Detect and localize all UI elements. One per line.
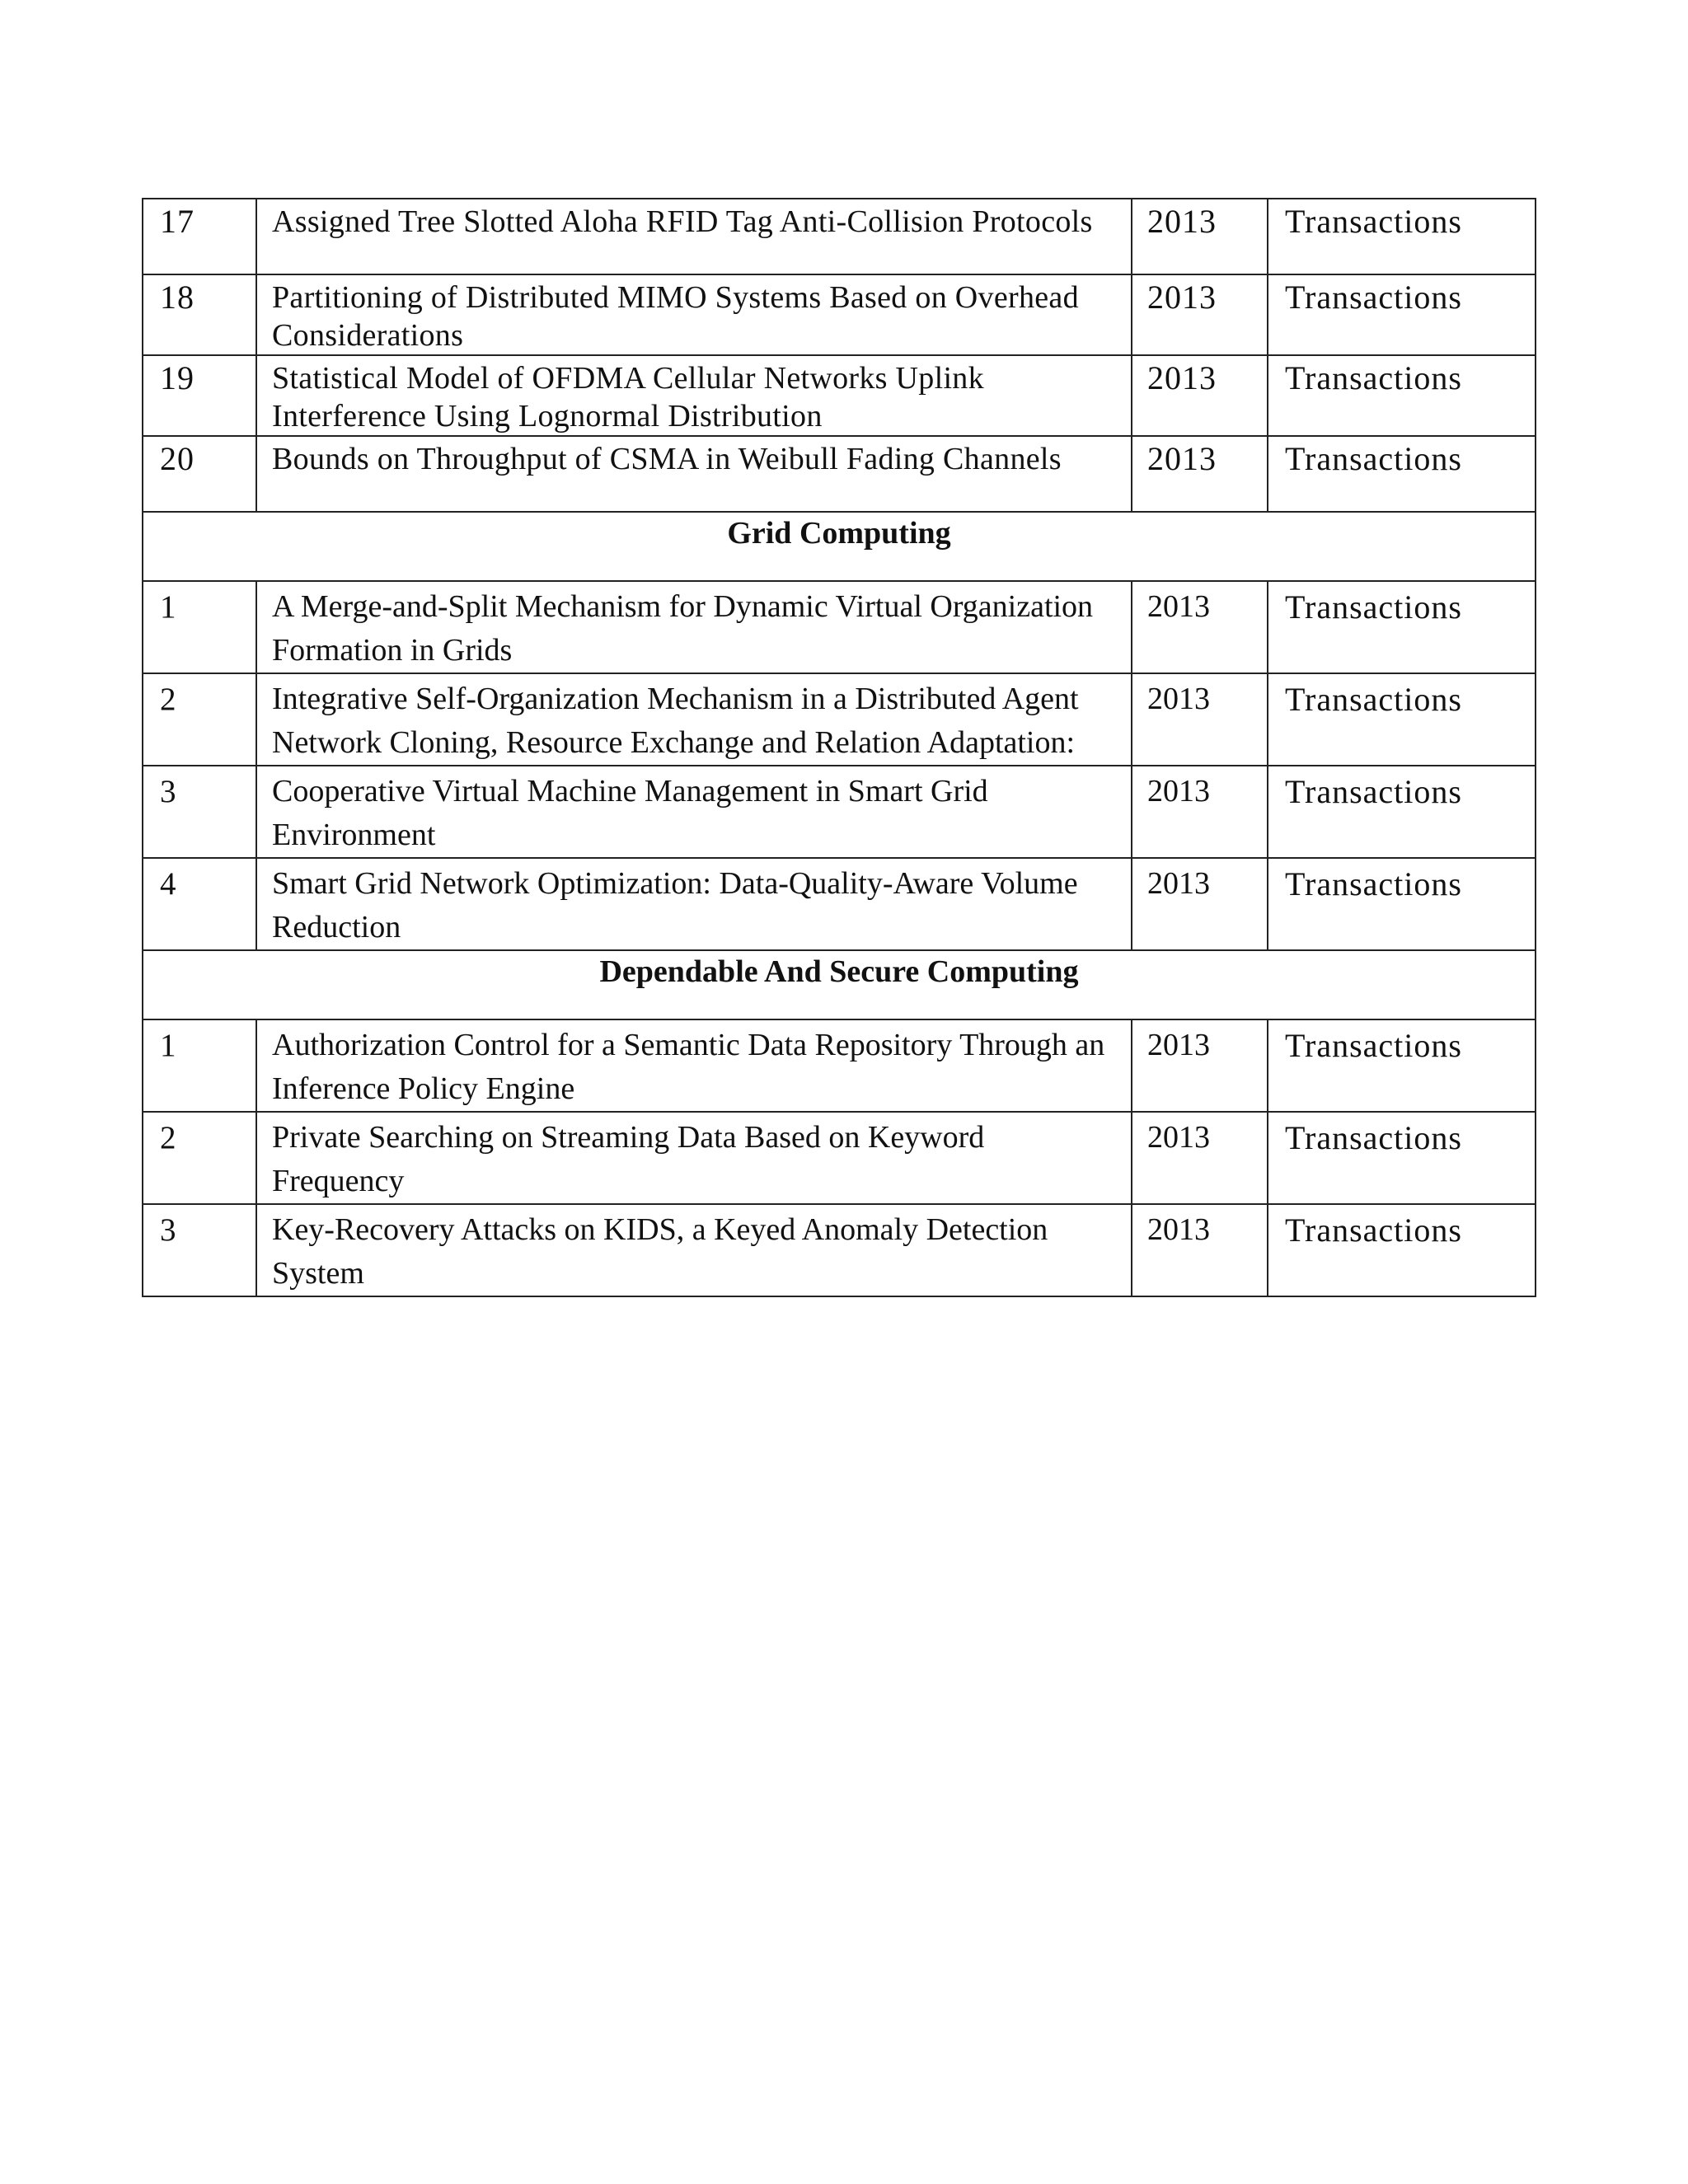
row-type: Transactions xyxy=(1268,274,1536,355)
row-year: 2013 xyxy=(1132,1204,1268,1296)
table-row xyxy=(143,274,1536,355)
section-header-row xyxy=(143,950,1536,1019)
row-title: Smart Grid Network Optimization: Data-Quality-Aware Volume Reduction xyxy=(256,858,1132,950)
row-year: 2013 xyxy=(1132,1019,1268,1112)
row-number: 3 xyxy=(143,766,256,858)
row-number: 17 xyxy=(143,199,256,274)
row-year: 2013 xyxy=(1132,673,1268,766)
table-row xyxy=(143,581,1536,673)
table-row xyxy=(143,436,1536,512)
row-year: 2013 xyxy=(1132,355,1268,436)
row-number: 4 xyxy=(143,858,256,950)
row-number: 1 xyxy=(143,581,256,673)
row-type: Transactions xyxy=(1268,766,1536,858)
row-year: 2013 xyxy=(1132,858,1268,950)
row-title: Private Searching on Streaming Data Based on Keyword Frequency xyxy=(256,1112,1132,1204)
row-title: Integrative Self-Organization Mechanism in a Distributed Agent Network Cloning, Resource Exchange and Relation Adaptation: xyxy=(256,673,1132,766)
row-number: 3 xyxy=(143,1204,256,1296)
row-year: 2013 xyxy=(1132,766,1268,858)
table-row xyxy=(143,1204,1536,1296)
row-number: 18 xyxy=(143,274,256,355)
row-title: Authorization Control for a Semantic Data Repository Through an Inference Policy Engine xyxy=(256,1019,1132,1112)
row-type: Transactions xyxy=(1268,436,1536,512)
row-type: Transactions xyxy=(1268,581,1536,673)
row-type: Transactions xyxy=(1268,1019,1536,1112)
row-type: Transactions xyxy=(1268,355,1536,436)
row-title: Statistical Model of OFDMA Cellular Networks Uplink Interference Using Lognormal Distribution xyxy=(256,355,1132,436)
section-title-grid-computing: Grid Computing xyxy=(143,512,1536,581)
row-year: 2013 xyxy=(1132,274,1268,355)
row-year: 2013 xyxy=(1132,436,1268,512)
row-type: Transactions xyxy=(1268,858,1536,950)
row-number: 2 xyxy=(143,673,256,766)
row-type: Transactions xyxy=(1268,1204,1536,1296)
row-year: 2013 xyxy=(1132,199,1268,274)
row-title: A Merge-and-Split Mechanism for Dynamic Virtual Organization Formation in Grids xyxy=(256,581,1132,673)
table-row xyxy=(143,766,1536,858)
table-row xyxy=(143,1019,1536,1112)
row-title: Key-Recovery Attacks on KIDS, a Keyed Anomaly Detection System xyxy=(256,1204,1132,1296)
row-title: Cooperative Virtual Machine Management in Smart Grid Environment xyxy=(256,766,1132,858)
row-title: Assigned Tree Slotted Aloha RFID Tag Anti-Collision Protocols xyxy=(256,199,1132,274)
row-number: 20 xyxy=(143,436,256,512)
row-title: Bounds on Throughput of CSMA in Weibull Fading Channels xyxy=(256,436,1132,512)
row-title: Partitioning of Distributed MIMO Systems Based on Overhead Considerations xyxy=(256,274,1132,355)
row-year: 2013 xyxy=(1132,581,1268,673)
row-type: Transactions xyxy=(1268,673,1536,766)
table-row xyxy=(143,355,1536,436)
row-year: 2013 xyxy=(1132,1112,1268,1204)
table-row xyxy=(143,1112,1536,1204)
row-number: 1 xyxy=(143,1019,256,1112)
row-type: Transactions xyxy=(1268,199,1536,274)
table-row xyxy=(143,199,1536,274)
table-row xyxy=(143,858,1536,950)
row-number: 19 xyxy=(143,355,256,436)
row-number: 2 xyxy=(143,1112,256,1204)
project-list-table xyxy=(142,198,1536,1297)
table-row xyxy=(143,673,1536,766)
section-title-dependable-secure-computing: Dependable And Secure Computing xyxy=(143,950,1536,1019)
section-header-row xyxy=(143,512,1536,581)
row-type: Transactions xyxy=(1268,1112,1536,1204)
